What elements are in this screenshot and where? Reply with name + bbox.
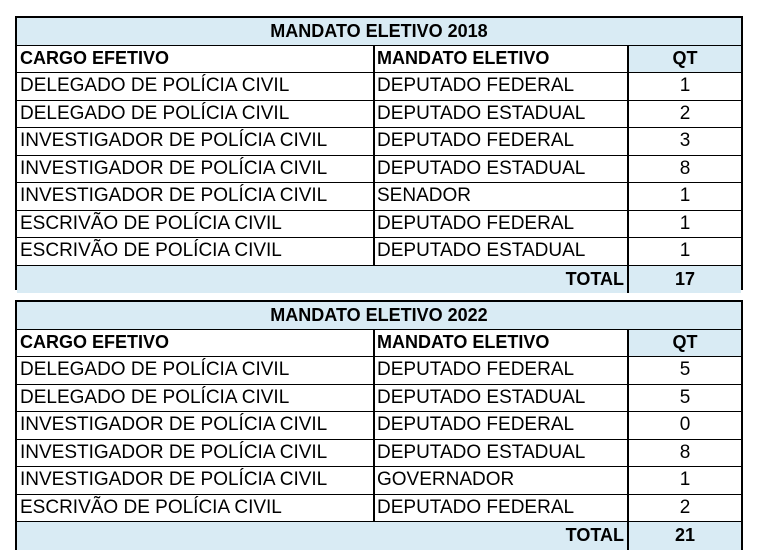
total-value: 21: [674, 525, 696, 546]
cargo-cell: INVESTIGADOR DE POLÍCIA CIVIL: [17, 156, 375, 184]
mandato-cell: DEPUTADO FEDERAL: [375, 73, 629, 101]
table-row: [17, 128, 741, 156]
cargo-cell: INVESTIGADOR DE POLÍCIA CIVIL: [17, 412, 375, 440]
cargo-cell: ESCRIVÃO DE POLÍCIA CIVIL: [17, 238, 375, 266]
mandato-cell: SENADOR: [375, 183, 629, 211]
mandato-cell: DEPUTADO FEDERAL: [375, 412, 629, 440]
header-cargo-efetivo: CARGO EFETIVO: [17, 330, 375, 358]
total-label: TOTAL: [17, 266, 629, 294]
table-row: [17, 467, 741, 495]
total-row: [17, 266, 741, 294]
qt-cell: 1: [629, 238, 741, 266]
table-row: [17, 495, 741, 523]
mandato-cell: DEPUTADO ESTADUAL: [375, 238, 629, 266]
header-mandato-eletivo: MANDATO ELETIVO: [375, 330, 629, 358]
qt-cell: 2: [629, 495, 741, 523]
qt-cell: 5: [629, 357, 741, 385]
cargo-cell: ESCRIVÃO DE POLÍCIA CIVIL: [17, 495, 375, 523]
table-row: [17, 238, 741, 266]
cargo-cell: INVESTIGADOR DE POLÍCIA CIVIL: [17, 467, 375, 495]
mandato-cell: DEPUTADO FEDERAL: [375, 495, 629, 523]
table-title: MANDATO ELETIVO 2022: [17, 302, 741, 330]
qt-cell: 5: [629, 385, 741, 413]
table-row: [17, 156, 741, 184]
table-row: [17, 357, 741, 385]
header-row: [17, 330, 741, 358]
qt-cell: 8: [629, 156, 741, 184]
mandato-cell: DEPUTADO ESTADUAL: [375, 385, 629, 413]
table-title: MANDATO ELETIVO 2018: [17, 18, 741, 46]
table-row: [17, 211, 741, 239]
mandato-cell: DEPUTADO ESTADUAL: [375, 101, 629, 129]
table-row: [17, 385, 741, 413]
mandato-cell: DEPUTADO ESTADUAL: [375, 156, 629, 184]
qt-cell: 8: [629, 440, 741, 468]
qt-cell: 2: [629, 101, 741, 129]
cargo-cell: DELEGADO DE POLÍCIA CIVIL: [17, 73, 375, 101]
table-row: [17, 412, 741, 440]
header-mandato-eletivo: MANDATO ELETIVO: [375, 46, 629, 74]
cargo-cell: DELEGADO DE POLÍCIA CIVIL: [17, 101, 375, 129]
table-row: [17, 73, 741, 101]
cargo-cell: DELEGADO DE POLÍCIA CIVIL: [17, 385, 375, 413]
qt-cell: 1: [629, 73, 741, 101]
total-row: [17, 522, 741, 550]
mandato-cell: DEPUTADO FEDERAL: [375, 357, 629, 385]
qt-cell: 1: [629, 211, 741, 239]
cargo-cell: INVESTIGADOR DE POLÍCIA CIVIL: [17, 183, 375, 211]
header-row: [17, 46, 741, 74]
header-qt: QT: [629, 330, 741, 358]
cargo-cell: DELEGADO DE POLÍCIA CIVIL: [17, 357, 375, 385]
qt-cell: 0: [629, 412, 741, 440]
cargo-cell: ESCRIVÃO DE POLÍCIA CIVIL: [17, 211, 375, 239]
mandato-2022-table: [15, 300, 743, 550]
table-row: [17, 101, 741, 129]
qt-cell: 1: [629, 183, 741, 211]
qt-cell: 1: [629, 467, 741, 495]
mandato-2018-table: [15, 16, 743, 290]
qt-cell: 3: [629, 128, 741, 156]
cargo-cell: INVESTIGADOR DE POLÍCIA CIVIL: [17, 440, 375, 468]
mandato-cell: DEPUTADO FEDERAL: [375, 128, 629, 156]
header-cargo-efetivo: CARGO EFETIVO: [17, 46, 375, 74]
table-row: [17, 440, 741, 468]
mandato-cell: DEPUTADO FEDERAL: [375, 211, 629, 239]
table-row: [17, 183, 741, 211]
cargo-cell: INVESTIGADOR DE POLÍCIA CIVIL: [17, 128, 375, 156]
mandato-cell: DEPUTADO ESTADUAL: [375, 440, 629, 468]
total-value: 17: [674, 268, 696, 289]
header-qt: QT: [629, 46, 741, 74]
mandato-cell: GOVERNADOR: [375, 467, 629, 495]
total-label: TOTAL: [17, 522, 629, 550]
